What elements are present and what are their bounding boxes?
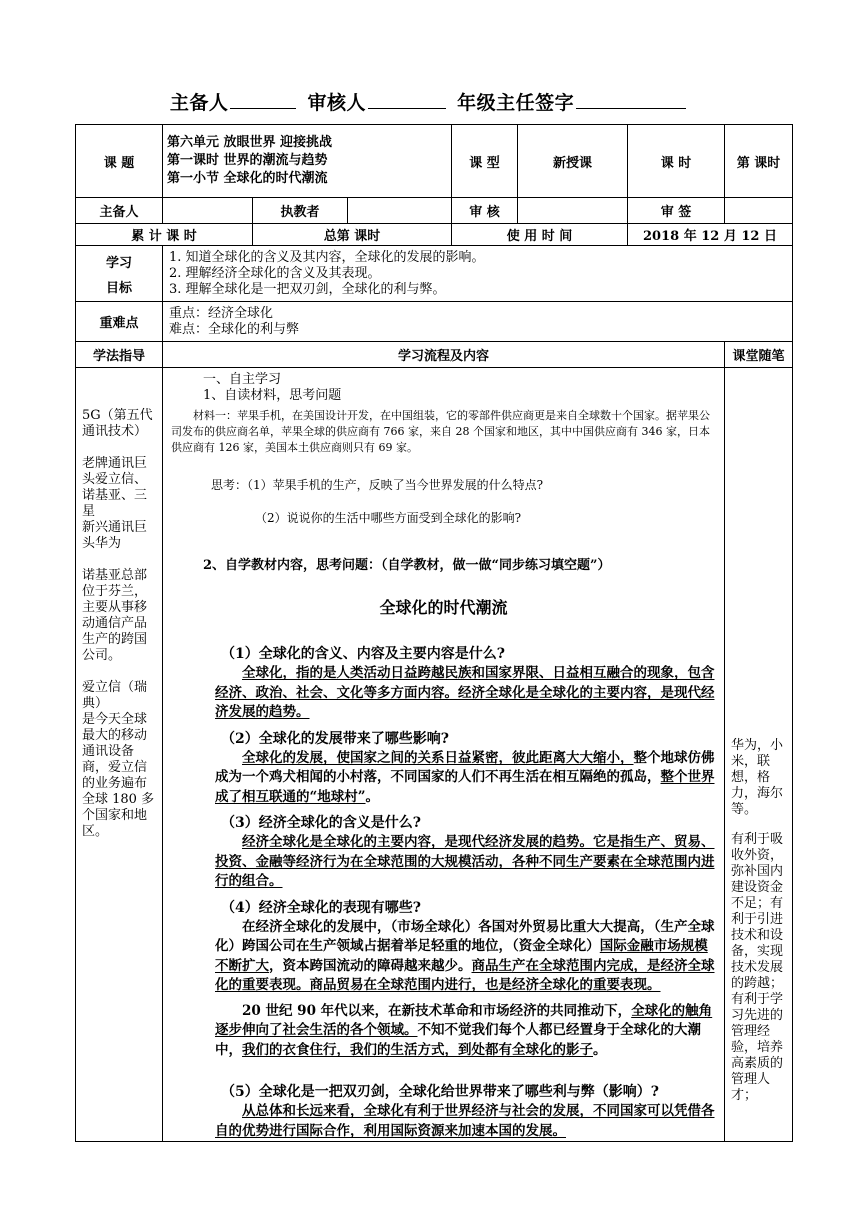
total-hours-value: 总第 课时 — [253, 224, 452, 246]
think-question: （2）说说你的生活中哪些方面受到全球化的影响? — [255, 511, 522, 525]
difficult-point: 难点：全球化的利与弊 — [169, 321, 300, 337]
answer-underlined: 商品生产在全球范围内完成，是经济全球化的重要表现。商品贸易在全球范围内进行，也是经济全球化的重要表现。 — [215, 957, 715, 993]
subsection-heading: 2、自学教材内容，思考问题：（自学教材，做一做“同步练习填空题”） — [203, 558, 611, 573]
think-question: 思考：（1）苹果手机的生产，反映了当今世界发展的什么特点? — [211, 478, 544, 492]
goal-item: 1. 知道全球化的含义及其内容，全球化的发展的影响。 — [169, 249, 485, 265]
goals-list — [163, 246, 793, 302]
goal-item: 3. 理解全球化是一把双刃剑，全球化的利与弊。 — [169, 281, 446, 297]
guide-note: 5G（第五代通讯技术） — [82, 408, 153, 439]
study-guide-notes — [76, 368, 163, 1142]
audit-value[interactable] — [518, 198, 628, 224]
guide-note: 老牌通讯巨头爱立信、诺基亚、三星 新兴通讯巨头华为 — [82, 456, 148, 551]
focus-label: 重难点 — [76, 302, 163, 342]
use-time-label: 使 用 时 间 — [452, 224, 628, 246]
answer-text: 。 — [593, 1041, 607, 1058]
answer-text: ，资本跨国流动的障碍越来越少。 — [269, 957, 472, 974]
learning-content — [163, 368, 725, 1142]
prep-person-value[interactable] — [163, 198, 253, 224]
answer — [215, 1002, 716, 1061]
goal-item: 2. 理解经济全球化的含义及其表现。 — [169, 265, 381, 281]
goals-label — [76, 246, 163, 302]
section-title: 全球化的时代潮流 — [379, 598, 508, 617]
use-date-value: 2018 年 12 月 12 日 — [628, 224, 793, 246]
review-blank[interactable] — [368, 92, 446, 109]
prep-person-label: 主备人 — [76, 198, 163, 224]
topic-line: 第一小节 全球化的时代潮流 — [167, 171, 328, 186]
period-label: 课 时 — [628, 125, 725, 198]
answer-underlined: 我们的衣食住行，我们的生活方式，到处都有全球化的影子 — [242, 1041, 593, 1058]
answer-underlined: 它是指生产、贸易、投资、金融等经济行为在全球范围的大规模活动，各种不同生产要素在全球范围内进行的组合。 — [215, 834, 715, 889]
class-notes — [725, 368, 793, 1142]
page-header — [0, 88, 860, 115]
type-value: 新授课 — [518, 125, 628, 198]
topic-value — [163, 125, 452, 198]
class-note: 华为，小米，联想，格力，海尔等。 — [731, 738, 784, 817]
goals-label-line: 学习 — [105, 255, 132, 271]
period-value: 第 课时 — [725, 125, 793, 198]
accum-hours-label: 累 计 课 时 — [76, 224, 253, 246]
goals-label-line: 目标 — [105, 280, 132, 296]
focus-content — [163, 302, 793, 342]
review-label: 审核人 — [307, 92, 366, 114]
answer-underlined: 全球化的触角逐步伸向了社会生活的各个领域。 — [215, 1002, 713, 1038]
topic-line: 第一课时 世界的潮流与趋势 — [167, 153, 328, 168]
grade-sign-label: 年级主任签字 — [457, 92, 575, 114]
grade-sign-blank[interactable] — [576, 92, 686, 109]
answer-underlined: 整个世界成了相互联通的“地球村” — [215, 769, 715, 805]
guide-header: 学法指导 — [76, 342, 163, 368]
prep-blank[interactable] — [230, 92, 296, 109]
subsection-heading: 1、自读材料，思考问题 — [203, 388, 342, 403]
guide-note: 诺基亚总部位于芬兰，主要从事移动通信产品生产的跨国公司。 — [82, 568, 148, 663]
sign-value[interactable] — [725, 198, 793, 224]
key-point: 重点：经济全球化 — [169, 305, 274, 321]
class-note: 有利于吸收外资，弥补国内建设资金不足；有利于引进技术和设备，实现技术发展的跨越；有利于学习先进的管理经验，培养高素质的管理人才； — [731, 832, 784, 1103]
answer-underlined: 全球化的发展，使国家之间的关系日益紧密，彼此距离大大缩小， — [242, 749, 634, 766]
question: （5）全球化是一把双刃剑，全球化给世界带来了哪些利与弊（影响）? — [221, 1084, 659, 1100]
answer-text: 20 世纪 90 年代以来，在新技术革命和市场经济的共同推动下， — [242, 1002, 632, 1019]
answer — [215, 833, 716, 892]
answer — [215, 749, 716, 808]
type-label: 课 型 — [452, 125, 518, 198]
question: （4）经济全球化的表现有哪些? — [221, 899, 421, 916]
answer-text: 整个地球仿佛成为一个鸡犬相闻的小村落，不同国家的人们不再生活在相互隔绝的孤岛， — [215, 749, 715, 785]
teacher-label: 执教者 — [253, 198, 348, 224]
audit-label: 审 核 — [452, 198, 518, 224]
guide-note: 爱立信（瑞典） 是今天全球最大的移动通讯设备商，爱立信的业务遍布全球 180 多个国家和地区。 — [82, 680, 155, 839]
sign-label: 审 签 — [628, 198, 725, 224]
prep-label: 主备人 — [169, 92, 229, 114]
notes-header: 课堂随笔 — [725, 342, 793, 368]
answer-text: 。 — [365, 788, 380, 805]
answer-underlined: 经济全球化是全球化的主要内容，是现代经济发展的趋势。 — [242, 834, 593, 850]
section-heading: 一、自主学习 — [203, 372, 282, 387]
answer: 从总体和长远来看，全球化有利于世界经济与社会的发展，不同国家可以凭借各自的优势进行国际合作，利用国际资源来加速本国的发展。 — [215, 1103, 715, 1139]
question: （2）全球化的发展带来了哪些影响? — [221, 730, 449, 747]
answer: 全球化，指的是人类活动日益跨越民族和国家界限、日益相互融合的现象，包含经济、政治、社会、文化等多方面内容。经济全球化是全球化的主要内容，是现代经济发展的趋势。 — [215, 665, 715, 720]
process-header: 学习流程及内容 — [163, 342, 725, 368]
question: （1）全球化的含义、内容及主要内容是什么? — [221, 646, 505, 662]
lesson-plan-table — [75, 124, 793, 1142]
teacher-value[interactable] — [348, 198, 452, 224]
question: （3）经济全球化的含义是什么? — [221, 815, 421, 831]
answer-text: 不知不觉我们每个人都已经置身于全球化的大潮中， — [215, 1022, 701, 1058]
material-paragraph: 材料一：苹果手机，在美国设计开发，在中国组装，它的零部件供应商更是来自全球数十个国家。据苹果公司发布的供应商名单，苹果全球的供应商有 766 家，来自 28 个国家和地区，其中中国供应商有 346 家，日本供应商有 126 家，美国本土供应商则只有 69 家。 — [171, 409, 710, 454]
answer-underlined: 国际金融市场规模不断扩大 — [215, 938, 708, 974]
topic-line: 第六单元 放眼世界 迎接挑战 — [167, 135, 333, 150]
answer — [215, 918, 716, 996]
answer-text: 在经济全球化的发展中，（市场全球化）各国对外贸易比重大大提高，（生产全球化）跨国公司在生产领域占据着举足轻重的地位，（资金全球化） — [215, 918, 715, 954]
topic-label: 课 题 — [76, 125, 163, 198]
